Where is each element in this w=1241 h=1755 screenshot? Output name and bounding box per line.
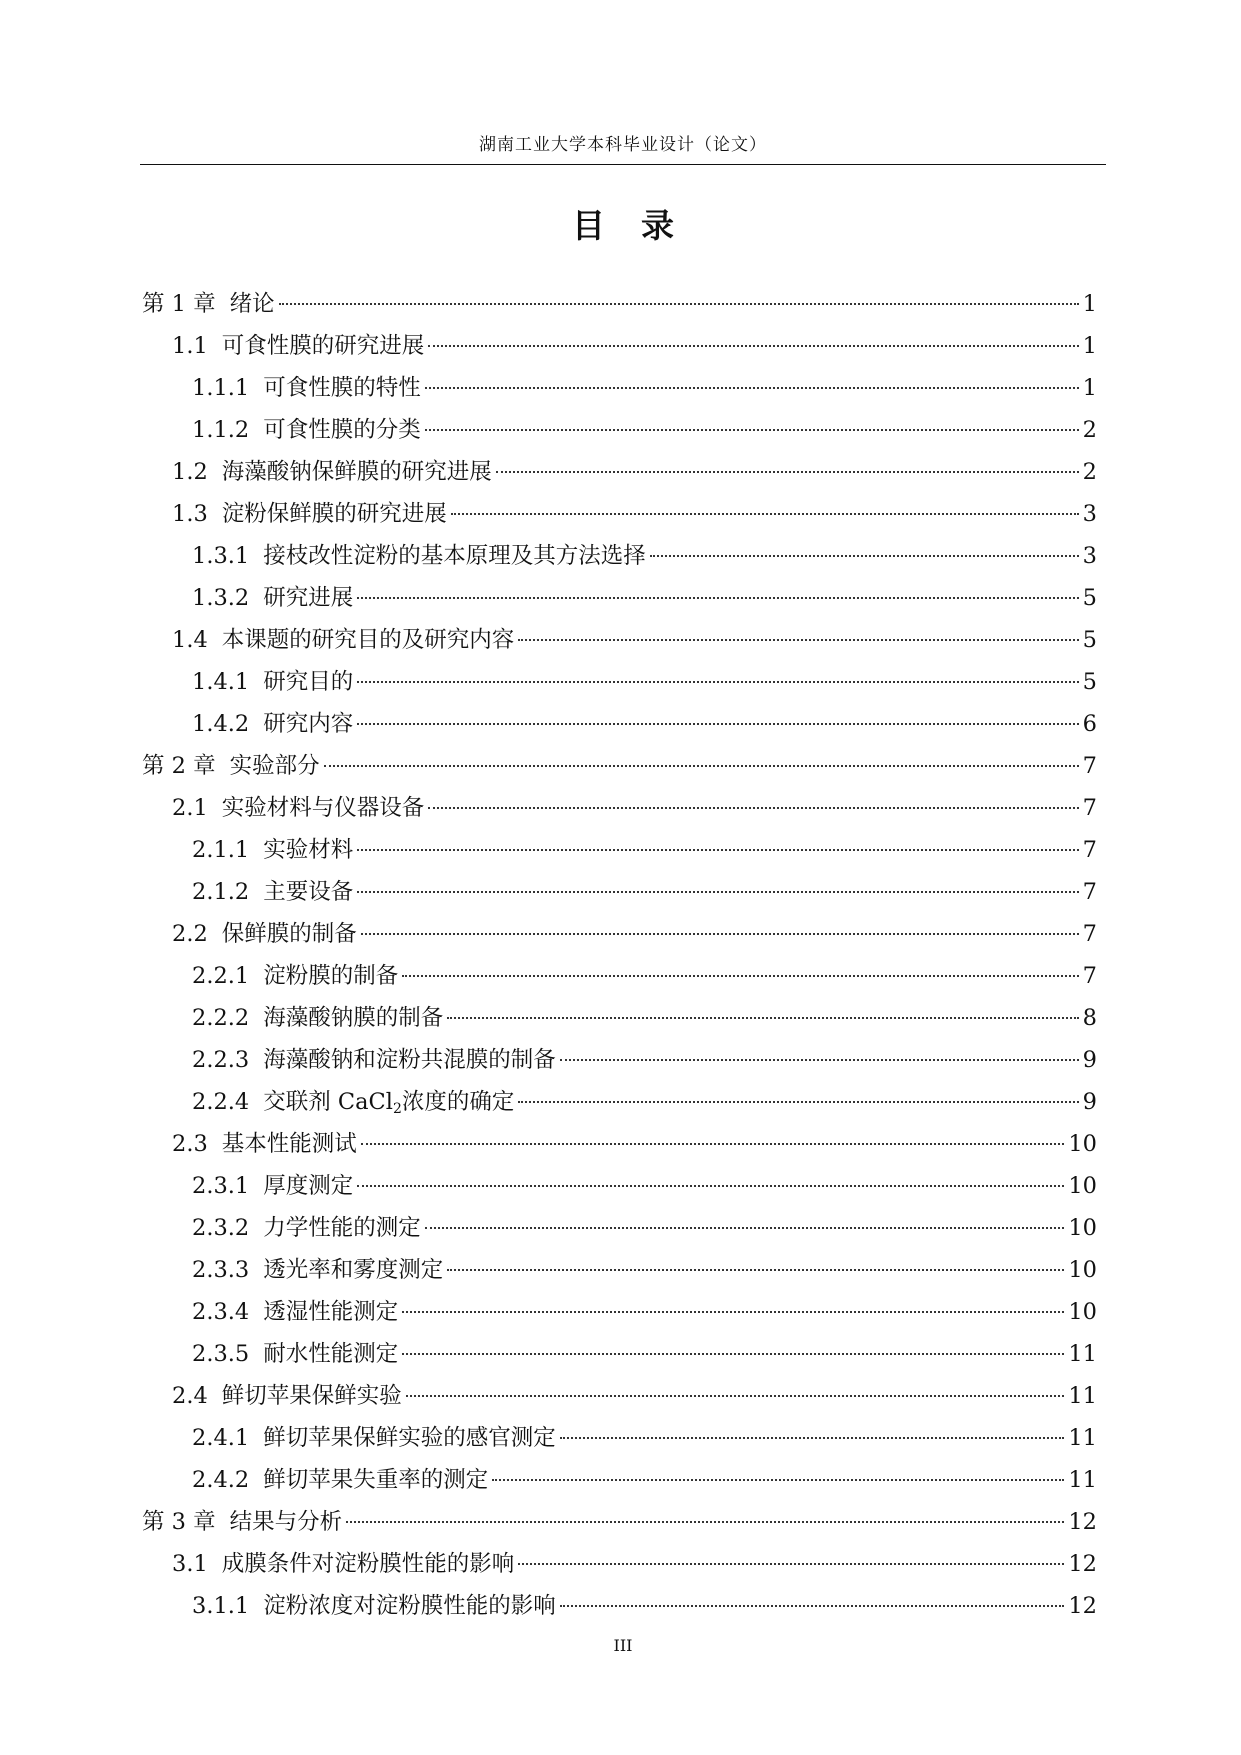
toc-entry-number: 2.3.4 (192, 1299, 250, 1325)
toc-entry-title (263, 1084, 514, 1117)
toc-entry-title (230, 1504, 343, 1536)
toc-entry-number: 2.3.2 (192, 1215, 250, 1241)
toc-entry-number: 3.1 (172, 1551, 208, 1577)
dot-leader (447, 1269, 1064, 1271)
toc-entry-title (263, 664, 353, 696)
dot-leader (361, 933, 1079, 935)
toc-entry-page: 9 (1082, 1089, 1097, 1115)
toc-entry-title (263, 1210, 421, 1242)
dot-leader (492, 1479, 1064, 1481)
dot-leader (518, 639, 1078, 641)
toc-entry[interactable] (142, 1504, 1097, 1546)
toc-entry-number: 1.3.1 (192, 543, 250, 569)
toc-entry-page: 10 (1068, 1215, 1097, 1241)
toc-entry[interactable] (142, 454, 1097, 496)
toc-entry[interactable] (142, 1252, 1097, 1294)
toc-entry-page: 5 (1082, 627, 1097, 653)
toc-entry-title-text: 透湿性能测定 (263, 1299, 399, 1325)
dot-leader (279, 303, 1079, 305)
toc-entry-number: 2.2.4 (192, 1089, 250, 1115)
toc-entry-page: 3 (1082, 543, 1097, 569)
toc-entry-page: 6 (1082, 711, 1097, 737)
dot-leader (451, 513, 1079, 515)
toc-entry-number: 3.1.1 (192, 1593, 250, 1619)
toc-entry-title-text: 本课题的研究目的及研究内容 (221, 627, 515, 653)
toc-entry-title (263, 538, 646, 570)
toc-entry-page: 2 (1082, 417, 1097, 443)
toc-entry-title (222, 916, 357, 948)
toc-entry[interactable] (142, 1336, 1097, 1378)
toc-entry-title-text: 实验部分 (229, 753, 320, 779)
toc-entry[interactable] (142, 664, 1097, 706)
toc-entry[interactable] (142, 1084, 1097, 1126)
toc-entry-page: 10 (1068, 1299, 1097, 1325)
dot-leader (402, 1311, 1064, 1313)
toc-entry[interactable] (142, 412, 1097, 454)
toc-entry-number: 2.3.5 (192, 1341, 250, 1367)
toc-entry-number: 1.3.2 (192, 585, 250, 611)
dot-leader (650, 555, 1079, 557)
toc-entry-page: 3 (1082, 501, 1097, 527)
toc-entry-number: 第 3 章 (142, 1509, 216, 1535)
toc-entry-title (222, 328, 425, 360)
toc-entry[interactable] (142, 1168, 1097, 1210)
toc-entry-title-text: 鲜切苹果失重率的测定 (263, 1467, 489, 1493)
toc-entry-page: 12 (1068, 1593, 1097, 1619)
toc-entry[interactable] (142, 1042, 1097, 1084)
toc-entry-number: 2.2.2 (192, 1005, 250, 1031)
toc-entry-title-text: 鲜切苹果保鲜实验 (221, 1383, 402, 1409)
toc-entry-title (263, 706, 353, 738)
toc-entry[interactable] (142, 748, 1097, 790)
toc-entry-page: 1 (1082, 333, 1097, 359)
toc-list (142, 286, 1097, 1630)
toc-entry-title (263, 1588, 556, 1620)
toc-entry[interactable] (142, 1546, 1097, 1588)
toc-entry-title-text: 淀粉膜的制备 (263, 963, 399, 989)
dot-leader (518, 1101, 1078, 1103)
toc-entry-title-text: 透光率和雾度测定 (263, 1257, 444, 1283)
toc-entry-number: 1.4 (172, 627, 208, 653)
toc-entry-title-text: 主要设备 (263, 879, 354, 905)
toc-entry-title-text: 接枝改性淀粉的基本原理及其方法选择 (263, 543, 646, 569)
dot-leader (560, 1437, 1065, 1439)
dot-leader (406, 1395, 1065, 1397)
dot-leader (357, 723, 1078, 725)
dot-leader (346, 1521, 1064, 1523)
toc-entry-title-text: 鲜切苹果保鲜实验的感官测定 (263, 1425, 556, 1451)
toc-entry-number: 2.2 (172, 921, 208, 947)
toc-entry-page: 7 (1082, 879, 1097, 905)
toc-entry[interactable] (142, 790, 1097, 832)
toc-entry-title (263, 1420, 556, 1452)
dot-leader (428, 345, 1078, 347)
toc-entry-title (263, 412, 421, 444)
toc-entry-title (263, 1336, 398, 1368)
toc-entry-title (222, 1126, 357, 1158)
dot-leader (357, 849, 1078, 851)
dot-leader (425, 387, 1079, 389)
toc-entry-title (263, 832, 353, 864)
toc-entry-number: 第 2 章 (142, 753, 216, 779)
toc-entry[interactable] (142, 1000, 1097, 1042)
toc-entry-title (222, 454, 492, 486)
toc-entry-title-text: 海藻酸钠膜的制备 (263, 1005, 444, 1031)
dot-leader (361, 1143, 1065, 1145)
toc-entry-title-text: 实验材料 (263, 837, 354, 863)
toc-entry-number: 1.1 (172, 333, 208, 359)
toc-entry-title-text: 成膜条件对淀粉膜性能的影响 (221, 1551, 515, 1577)
toc-entry[interactable] (142, 1420, 1097, 1462)
toc-entry-title-text: 力学性能的测定 (263, 1215, 421, 1241)
toc-entry-title-text: 海藻酸钠和淀粉共混膜的制备 (263, 1047, 556, 1073)
toc-entry[interactable] (142, 328, 1097, 370)
toc-entry-title (263, 1462, 488, 1494)
toc-entry-page: 12 (1068, 1509, 1097, 1535)
toc-entry-title (263, 958, 398, 990)
toc-entry[interactable] (142, 1210, 1097, 1252)
toc-entry[interactable] (142, 1378, 1097, 1420)
toc-entry-title (263, 1000, 443, 1032)
toc-entry-page: 7 (1082, 753, 1097, 779)
toc-entry-page: 10 (1068, 1173, 1097, 1199)
toc-entry-title-text: 可食性膜的分类 (263, 417, 421, 443)
toc-entry-number: 2.4.2 (192, 1467, 250, 1493)
toc-entry-page: 7 (1082, 837, 1097, 863)
toc-entry-number: 2.3 (172, 1131, 208, 1157)
dot-leader (357, 1185, 1064, 1187)
toc-entry-number: 2.1.2 (192, 879, 250, 905)
toc-entry[interactable] (142, 496, 1097, 538)
toc-entry-number: 1.4.1 (192, 669, 250, 695)
toc-entry[interactable] (142, 580, 1097, 622)
dot-leader (428, 807, 1078, 809)
toc-entry-title (263, 874, 353, 906)
toc-entry[interactable] (142, 706, 1097, 748)
toc-entry-title (222, 790, 425, 822)
toc-entry[interactable] (142, 874, 1097, 916)
toc-entry-title (222, 622, 515, 654)
toc-entry-title-text-after: 浓度的确定 (401, 1089, 515, 1115)
toc-entry-page: 1 (1082, 375, 1097, 401)
toc-entry[interactable] (142, 622, 1097, 664)
running-header: 湖南工业大学本科毕业设计（论文） (479, 135, 767, 155)
toc-entry-number: 1.1.2 (192, 417, 250, 443)
toc-entry-title-text: 实验材料与仪器设备 (221, 795, 425, 821)
dot-leader (402, 975, 1078, 977)
toc-entry[interactable] (142, 916, 1097, 958)
toc-entry-page: 10 (1068, 1257, 1097, 1283)
dot-leader (324, 765, 1079, 767)
toc-entry-title-text: 保鲜膜的制备 (221, 921, 357, 947)
toc-entry-page: 5 (1082, 669, 1097, 695)
toc-entry-number: 2.1 (172, 795, 208, 821)
toc-entry-page: 2 (1082, 459, 1097, 485)
toc-entry-page: 11 (1068, 1341, 1097, 1367)
toc-entry-page: 7 (1082, 795, 1097, 821)
page-number: III (613, 1636, 633, 1655)
toc-entry-title-text: 可食性膜的特性 (263, 375, 421, 401)
toc-entry-title-text: 淀粉保鲜膜的研究进展 (221, 501, 447, 527)
toc-entry[interactable] (142, 286, 1097, 328)
toc-entry-number: 2.4.1 (192, 1425, 250, 1451)
toc-entry-number: 2.3.1 (192, 1173, 250, 1199)
toc-entry-title (263, 370, 421, 402)
toc-entry[interactable] (142, 1294, 1097, 1336)
toc-entry-page: 11 (1068, 1467, 1097, 1493)
toc-entry-number: 1.3 (172, 501, 208, 527)
toc-entry-page: 11 (1068, 1425, 1097, 1451)
toc-entry[interactable] (142, 958, 1097, 1000)
dot-leader (518, 1563, 1064, 1565)
toc-entry-title-text: 研究目的 (263, 669, 354, 695)
toc-entry[interactable] (142, 370, 1097, 412)
dot-leader (357, 681, 1078, 683)
dot-leader (496, 471, 1079, 473)
toc-entry-title (263, 1252, 443, 1284)
header-rule (140, 164, 1106, 165)
toc-entry-subscript: 2 (392, 1101, 402, 1117)
toc-entry-title (222, 1378, 402, 1410)
toc-entry-page: 8 (1082, 1005, 1097, 1031)
toc-entry-page: 7 (1082, 921, 1097, 947)
toc-entry-title-text: 可食性膜的研究进展 (221, 333, 425, 359)
toc-entry-number: 2.4 (172, 1383, 208, 1409)
toc-entry[interactable] (142, 1126, 1097, 1168)
toc-title: 目录 (572, 206, 710, 245)
toc-entry-page: 10 (1068, 1131, 1097, 1157)
toc-entry-title-text: 研究进展 (263, 585, 354, 611)
toc-entry-number: 2.2.3 (192, 1047, 250, 1073)
toc-entry-title (230, 286, 275, 318)
toc-entry-title (263, 1294, 398, 1326)
toc-entry-page: 11 (1068, 1383, 1097, 1409)
toc-entry-title (263, 1168, 353, 1200)
dot-leader (357, 597, 1078, 599)
dot-leader (357, 891, 1078, 893)
toc-entry-number: 2.2.1 (192, 963, 250, 989)
toc-entry-title (222, 1546, 515, 1578)
toc-entry-title-text: 淀粉浓度对淀粉膜性能的影响 (263, 1593, 556, 1619)
toc-entry-number: 1.2 (172, 459, 208, 485)
toc-entry[interactable] (142, 1462, 1097, 1504)
dot-leader (402, 1353, 1064, 1355)
toc-entry-number: 1.4.2 (192, 711, 250, 737)
toc-entry-page: 5 (1082, 585, 1097, 611)
toc-entry-page: 1 (1082, 291, 1097, 317)
toc-entry-title (230, 748, 320, 780)
toc-entry-page: 9 (1082, 1047, 1097, 1073)
toc-entry-title (263, 1042, 556, 1074)
toc-entry[interactable] (142, 538, 1097, 580)
dot-leader (447, 1017, 1078, 1019)
toc-entry-title-text: 厚度测定 (263, 1173, 354, 1199)
toc-entry-number: 2.3.3 (192, 1257, 250, 1283)
dot-leader (560, 1605, 1065, 1607)
toc-entry-title-text: 研究内容 (263, 711, 354, 737)
toc-entry-number: 1.1.1 (192, 375, 250, 401)
toc-entry-title-text: 交联剂 CaCl (263, 1089, 393, 1115)
toc-entry-title-text: 绪论 (229, 291, 275, 317)
dot-leader (425, 1227, 1065, 1229)
toc-entry-number: 第 1 章 (142, 291, 216, 317)
toc-entry-title-text: 结果与分析 (229, 1509, 343, 1535)
dot-leader (560, 1059, 1079, 1061)
toc-entry-title-text: 耐水性能测定 (263, 1341, 399, 1367)
toc-entry-number: 2.1.1 (192, 837, 250, 863)
dot-leader (425, 429, 1079, 431)
toc-entry-page: 7 (1082, 963, 1097, 989)
toc-entry-title-text: 基本性能测试 (221, 1131, 357, 1157)
toc-entry[interactable] (142, 832, 1097, 874)
toc-entry-page: 12 (1068, 1551, 1097, 1577)
toc-entry[interactable] (142, 1588, 1097, 1630)
toc-entry-title (222, 496, 447, 528)
toc-entry-title-text: 海藻酸钠保鲜膜的研究进展 (221, 459, 492, 485)
toc-entry-title (263, 580, 353, 612)
